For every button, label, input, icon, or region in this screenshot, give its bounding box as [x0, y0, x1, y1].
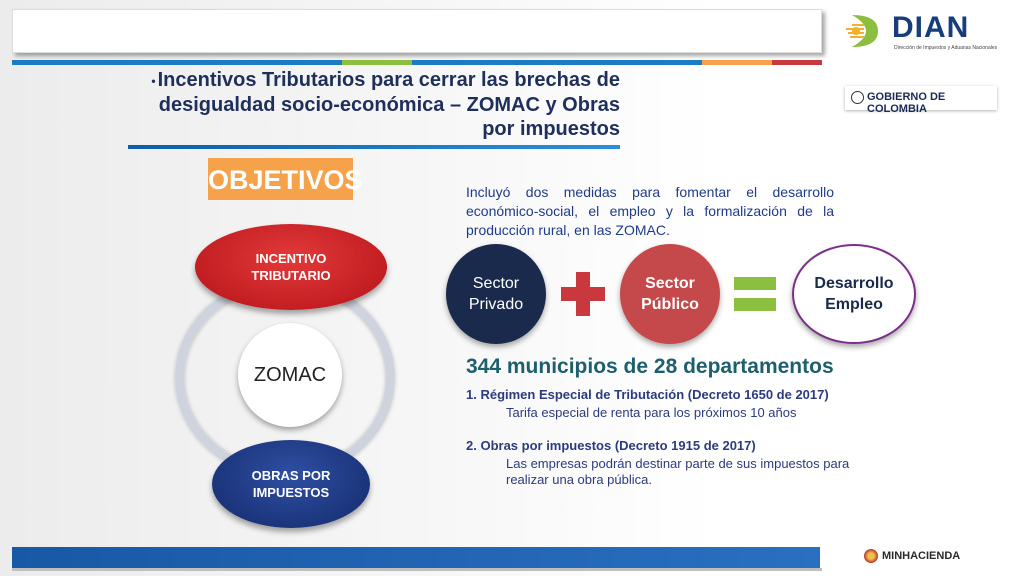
title-bullet: •: [151, 73, 156, 88]
obras-por-impuestos-ellipse: [212, 440, 370, 528]
item-title: 1. Régimen Especial de Tributación (Decreto 1650 de 2017): [466, 387, 829, 402]
dian-logo-text: DIAN: [892, 11, 970, 44]
sector-privado-label: Sector Privado: [468, 275, 524, 313]
minhacienda-logo: [858, 542, 990, 570]
objetivos-badge: OBJETIVOS: [208, 158, 353, 200]
color-strip-segment: [412, 60, 702, 65]
header-box: [12, 9, 822, 53]
title-underline: [128, 145, 620, 149]
item-description: Tarifa especial de renta para los próximos 10 años: [506, 405, 797, 420]
gobierno-logo: [845, 86, 997, 115]
equals-icon-bar: [734, 298, 776, 311]
gobierno-logo-text: GOBIERNO DE COLOMBIA: [867, 91, 946, 115]
slide-title: [128, 68, 620, 141]
dian-logo-subtitle: Dirección de Impuestos y Aduanas Nacionales: [894, 45, 998, 51]
incentivo-tributario-ellipse: [195, 224, 387, 310]
zomac-circle: [238, 323, 342, 427]
intro-paragraph: Incluyó dos medidas para fomentar el desarrollo económico-social, el empleo y la formalización de la producción rural, en las ZOMAC.: [466, 184, 834, 238]
sector-privado-circle: [446, 244, 546, 344]
slide-title-text: Incentivos Tributarios para cerrar las brechas de desigualdad socio-económica – ZOMAC y Obras por impuestos: [157, 69, 620, 140]
item-description: Las empresas podrán destinar parte de sus impuestos para realizar una obra pública.: [506, 456, 850, 487]
color-strip-segment: [702, 60, 772, 65]
incentivo-label: INCENTIVO TRIBUTARIO: [251, 251, 331, 283]
footer-bar: [12, 547, 820, 569]
desarrollo-empleo-label: Desarrollo Empleo: [814, 275, 894, 313]
zomac-label: ZOMAC: [253, 363, 327, 386]
minhacienda-seal-icon: [864, 549, 878, 563]
minhacienda-logo-text: MINHACIENDA: [882, 550, 961, 562]
color-strip-segment: [342, 60, 412, 65]
sector-publico-circle: [620, 244, 720, 344]
sector-publico-label: Sector Público: [641, 275, 699, 313]
footer-shadow: [12, 568, 822, 571]
municipios-heading: 344 municipios de 28 departamentos: [466, 355, 834, 378]
dian-emblem-icon: [842, 9, 886, 53]
dian-logo: [842, 9, 998, 53]
desarrollo-empleo-circle: [792, 244, 916, 344]
color-strip-segment: [12, 60, 342, 65]
color-strip-segment: [772, 60, 822, 65]
plus-icon-bar: [561, 287, 605, 301]
colombia-seal-icon: [851, 91, 864, 104]
obras-label: OBRAS POR IMPUESTOS: [251, 468, 331, 500]
item-title: 2. Obras por impuestos (Decreto 1915 de 2017): [466, 438, 756, 453]
equals-icon: [734, 277, 776, 290]
